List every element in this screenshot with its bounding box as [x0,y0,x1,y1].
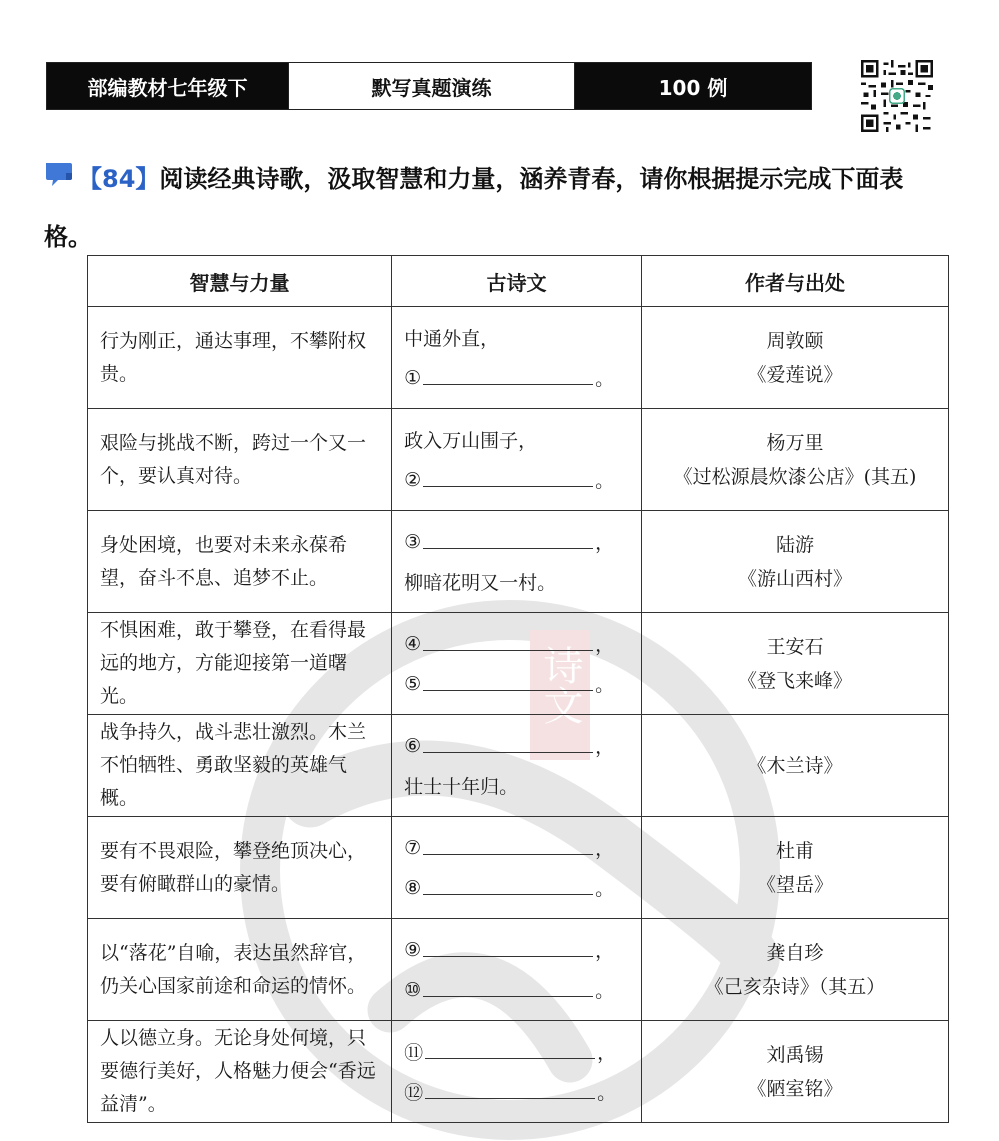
table-row [88,511,949,613]
work-title: 《己亥杂诗》（其五） [704,975,886,998]
poem-cell [392,613,642,715]
poem-line [404,562,641,602]
author-name: 龚自珍 [766,941,824,964]
banner-count: 100 例 [575,63,811,109]
punctuation: ， [595,940,615,962]
poem-line [404,1072,641,1112]
answer-blank[interactable] [423,676,593,691]
blank-number: ⑦ [404,836,422,859]
poem-line [404,726,641,766]
author-name: 周敦颐 [766,329,824,352]
source-cell [642,817,949,919]
punctuation: 。 [595,470,615,492]
punctuation: 。 [597,1082,617,1104]
table-row [88,1021,949,1123]
author-name: 陆游 [775,533,814,556]
blank-number: ③ [404,530,422,553]
table-row [88,307,949,409]
poem-line [404,868,641,908]
poem-cell [392,511,642,613]
blank-number: ④ [404,632,422,655]
poem-text: 壮士十年归。 [404,776,519,798]
work-title: 《木兰诗》 [747,754,843,777]
poem-line [404,970,641,1010]
punctuation: ， [595,634,615,656]
blank-number: ⑩ [404,978,422,1001]
source-cell [642,1021,949,1123]
poem-line [404,420,641,460]
poem-line [404,664,641,704]
poem-text: 中通外直， [404,328,500,350]
work-title: 《登飞来峰》 [737,669,852,692]
table-header-row [88,256,949,307]
punctuation: 。 [595,878,615,900]
work-title: 《陋室铭》 [747,1077,843,1100]
header-wisdom: 智慧与力量 [88,256,392,307]
work-title: 《爱莲说》 [747,363,843,386]
work-title: 《望岳》 [756,873,833,896]
answer-blank[interactable] [423,738,593,753]
blank-number: ⑨ [404,938,422,961]
answer-blank[interactable] [423,982,593,997]
source-cell [642,409,949,511]
poem-line [404,930,641,970]
source-cell [642,511,949,613]
banner-grade-label: 部编教材七年级下 [47,63,288,109]
poem-line [404,1032,641,1072]
poem-text: 柳暗花明又一村。 [404,572,557,594]
answer-blank[interactable] [423,636,593,651]
wisdom-cell: 要有不畏艰险，攀登绝顶决心，要有俯瞰群山的豪情。 [88,817,392,919]
answer-blank[interactable] [423,942,593,957]
punctuation: 。 [595,980,615,1002]
poem-table [87,255,949,1123]
poem-text: 政入万山围子， [404,430,538,452]
author-name: 王安石 [766,635,824,658]
blank-number: ⑥ [404,734,422,757]
banner-title: 默写真题演练 [288,63,575,109]
blank-number: ① [404,366,422,389]
question-text: 阅读经典诗歌，汲取智慧和力量，涵养青春，请你根据提示完成下面表格。 [44,165,904,251]
header-poem: 古诗文 [392,256,642,307]
poem-cell [392,919,642,1021]
answer-blank[interactable] [423,880,593,895]
qr-code-icon[interactable] [860,60,934,132]
poem-line [404,318,641,358]
poem-cell [392,409,642,511]
table-row [88,613,949,715]
author-name: 刘禹锡 [766,1043,824,1066]
poem-line [404,358,641,398]
table-row [88,817,949,919]
punctuation: ， [595,838,615,860]
question-number: 【84】 [78,165,160,193]
answer-blank[interactable] [423,472,593,487]
wisdom-cell: 以“落花”自喻，表达虽然辞官，仍关心国家前途和命运的情怀。 [88,919,392,1021]
poem-cell [392,1021,642,1123]
author-name: 杨万里 [766,431,824,454]
work-title: 《过松源晨炊漆公店》(其五) [673,465,917,488]
wisdom-cell: 不惧困难，敢于攀登，在看得最远的地方，方能迎接第一道曙光。 [88,613,392,715]
wisdom-cell: 人以德立身。无论身处何境，只要德行美好，人格魅力便会“香远益清”。 [88,1021,392,1123]
punctuation: 。 [595,674,615,696]
wisdom-cell: 身处困境，也要对未来永葆希望，奋斗不息、追梦不止。 [88,511,392,613]
answer-blank[interactable] [423,370,593,385]
table-row [88,715,949,817]
blank-number: ⑧ [404,876,422,899]
blank-number: ⑫ [404,1082,424,1104]
punctuation: ， [595,532,615,554]
source-cell [642,307,949,409]
blank-number: ② [404,468,422,491]
chat-bubble-icon [44,161,74,189]
header-banner [46,62,812,110]
poem-line [404,460,641,500]
poem-line [404,522,641,562]
source-cell [642,715,949,817]
wisdom-cell: 战争持久，战斗悲壮激烈。木兰不怕牺牲、勇敢坚毅的英雄气概。 [88,715,392,817]
poem-line [404,624,641,664]
watermark-text: 诗文 [537,645,583,725]
blank-number: ⑤ [404,672,422,695]
source-cell [642,919,949,1021]
punctuation: 。 [595,368,615,390]
question-prompt [44,150,944,266]
poem-line [404,766,641,806]
punctuation: ， [597,1042,617,1064]
work-title: 《游山西村》 [737,567,852,590]
wisdom-cell: 艰险与挑战不断，跨过一个又一个，要认真对待。 [88,409,392,511]
poem-cell [392,307,642,409]
header-source: 作者与出处 [642,256,949,307]
author-name: 杜甫 [775,839,814,862]
answer-blank[interactable] [423,534,593,549]
answer-blank[interactable] [425,1044,595,1059]
poem-cell [392,715,642,817]
answer-blank[interactable] [425,1084,595,1099]
poem-cell [392,817,642,919]
table-row [88,409,949,511]
wisdom-cell: 行为刚正，通达事理，不攀附权贵。 [88,307,392,409]
punctuation: ， [595,736,615,758]
table-row [88,919,949,1021]
answer-blank[interactable] [423,840,593,855]
blank-number: ⑪ [404,1042,424,1064]
poem-line [404,828,641,868]
source-cell [642,613,949,715]
